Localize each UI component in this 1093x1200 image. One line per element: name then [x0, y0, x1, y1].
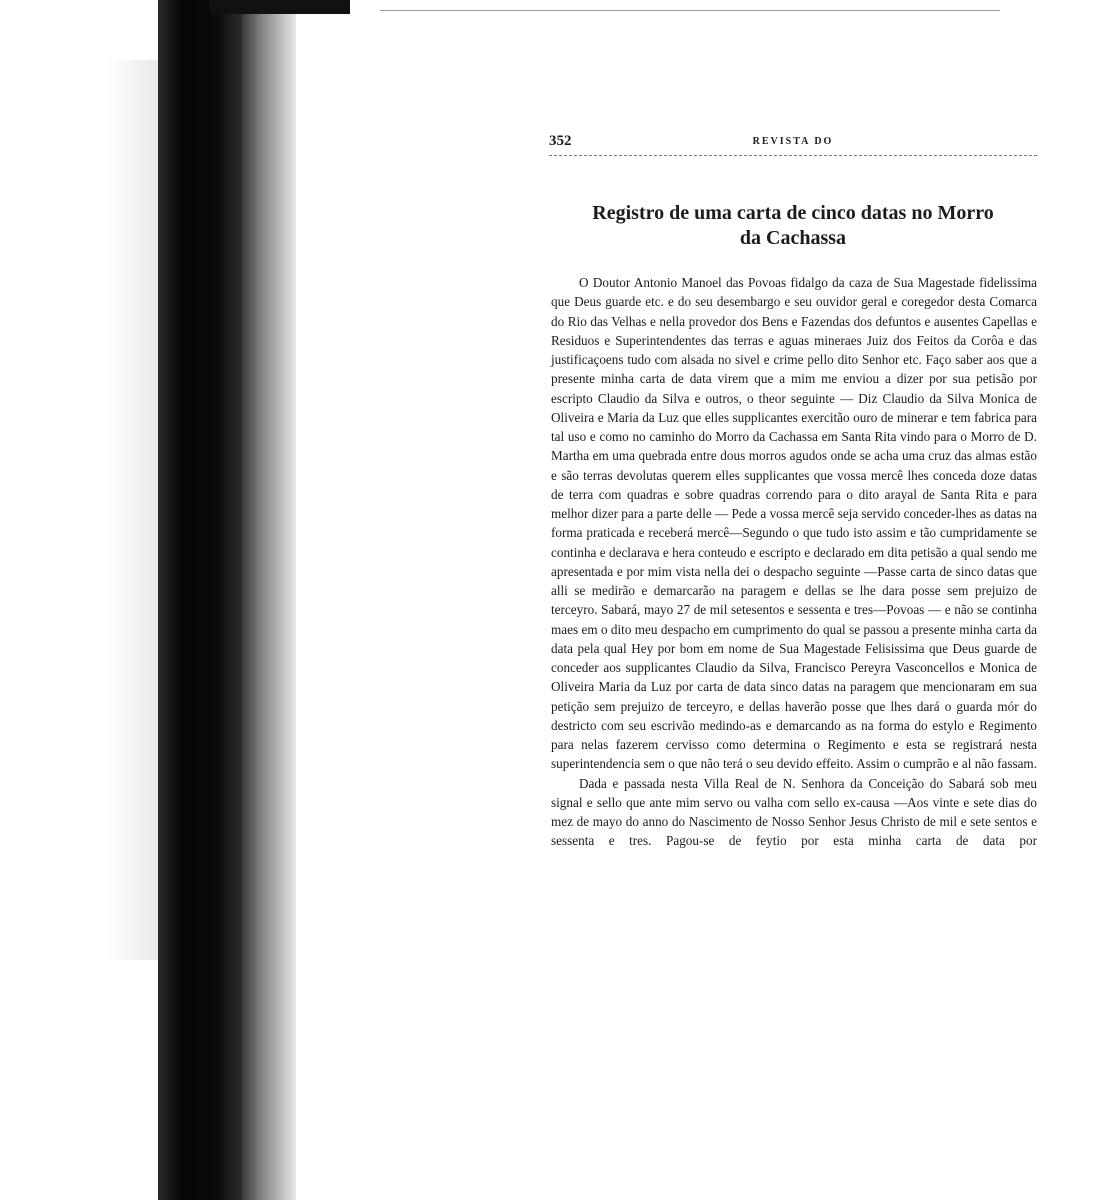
book-spine-top — [210, 0, 350, 14]
book-spine — [158, 0, 242, 1200]
header-rule — [549, 155, 1037, 156]
article-title-line-2: da Cachassa — [739, 227, 847, 249]
scan-top-edge — [380, 10, 1000, 11]
article-title-line-1: Registro de uma carta de cinco datas no Morro — [592, 202, 994, 224]
running-head: REVISTA DO — [752, 136, 834, 147]
page-number: 352 — [549, 133, 572, 149]
page-header — [549, 133, 1037, 153]
paragraph: O Doutor Antonio Manoel das Povoas fidalgo da caza de Sua Magestade fidelissima que Deus guarde etc. e do seu desembargo e seu ouvidor geral e coregedor desta Comarca do Rio das Velhas e nella provedor dos Bens e Fazendas dos defuntos e ausentes Capellas e Residuos e Superintendentes das terras e aguas mineraes Juiz dos Feitos da Corôa e das justificaçoens tudo com alsada no sivel e crime pello dito Senhor etc. Faço saber aos que a presente minha carta de data virem que a mim me enviou a dizer por sua petisão por escripto Claudio da Silva e outros, o theor seguinte — Diz Claudio da Silva Monica de Oliveira e Maria da Luz que elles supplicantes exercitão ouro de minerar e tem fabrica para tal uso e como no caminho do Morro da Cachassa em Santa Rita vindo para o Morro de D. Martha em uma quebrada entre dous morros agudos onde se acha uma cruz das almas estão e são terras devolutas querem elles supplicantes que vossa mercê lhes conceda doze datas de terra com quadras e sobre quadras correndo para o dito arayal de Santa Rita e para melhor dizer para a parte delle — Pede a vossa mercê seja servido conceder-lhes as datas na forma praticada e receberá mercê—Segundo o que tudo isto assim e tão cumpridamente se continha e declarava e hera conteudo e escripto e declarado em dita petisão a qual sendo me apresentada e por mim vista nella dei o despacho seguinte —Passe carta de sinco datas que alli se medirão e demarcarão na paragem e dellas se lhe dara posse sem prejuizo de terceyro. Sabará, mayo 27 de mil setesentos e sessenta e tres—Povoas — e não se continha maes em o dito meu despacho em cumprimento do qual se passou a presente minha carta da data pela qual Hey por bom em nome de Sua Magestade Felisissima que Deus guarde de conceder aos supplicantes Claudio da Silva, Francisco Pereyra Vasconcellos e Monica de Oliveira Maria da Luz por carta de data sinco datas na paragem que mencionaram em sua petição sem prejuizo de terceyro, e dellas haverão posse que lhes dará o guarda mór do destricto com seu escrivão medindo-as e demarcando as na forma do estylo e Regimento para nelas fazerem cervisso como determina o Regimento e esta se registrará nesta superintendencia sem o que não terá o seu devido effeito. Assim o cumprão e al não fassam. — [551, 275, 1037, 772]
article-body — [551, 273, 1037, 851]
paragraph: Dada e passada nesta Villa Real de N. Senhora da Conceição do Sabará sob meu signal e sello que ante mim servo ou valha com sello ex-causa —Aos vinte e sete dias do mez de mayo do anno do Nascimento de Nosso Senhor Jesus Christo de mil e sete sentos e sessenta e tres. Pagou-se de feytio por esta minha carta de data por — [551, 775, 1037, 849]
book-spine-edge — [242, 0, 296, 1200]
article-title — [549, 201, 1037, 251]
